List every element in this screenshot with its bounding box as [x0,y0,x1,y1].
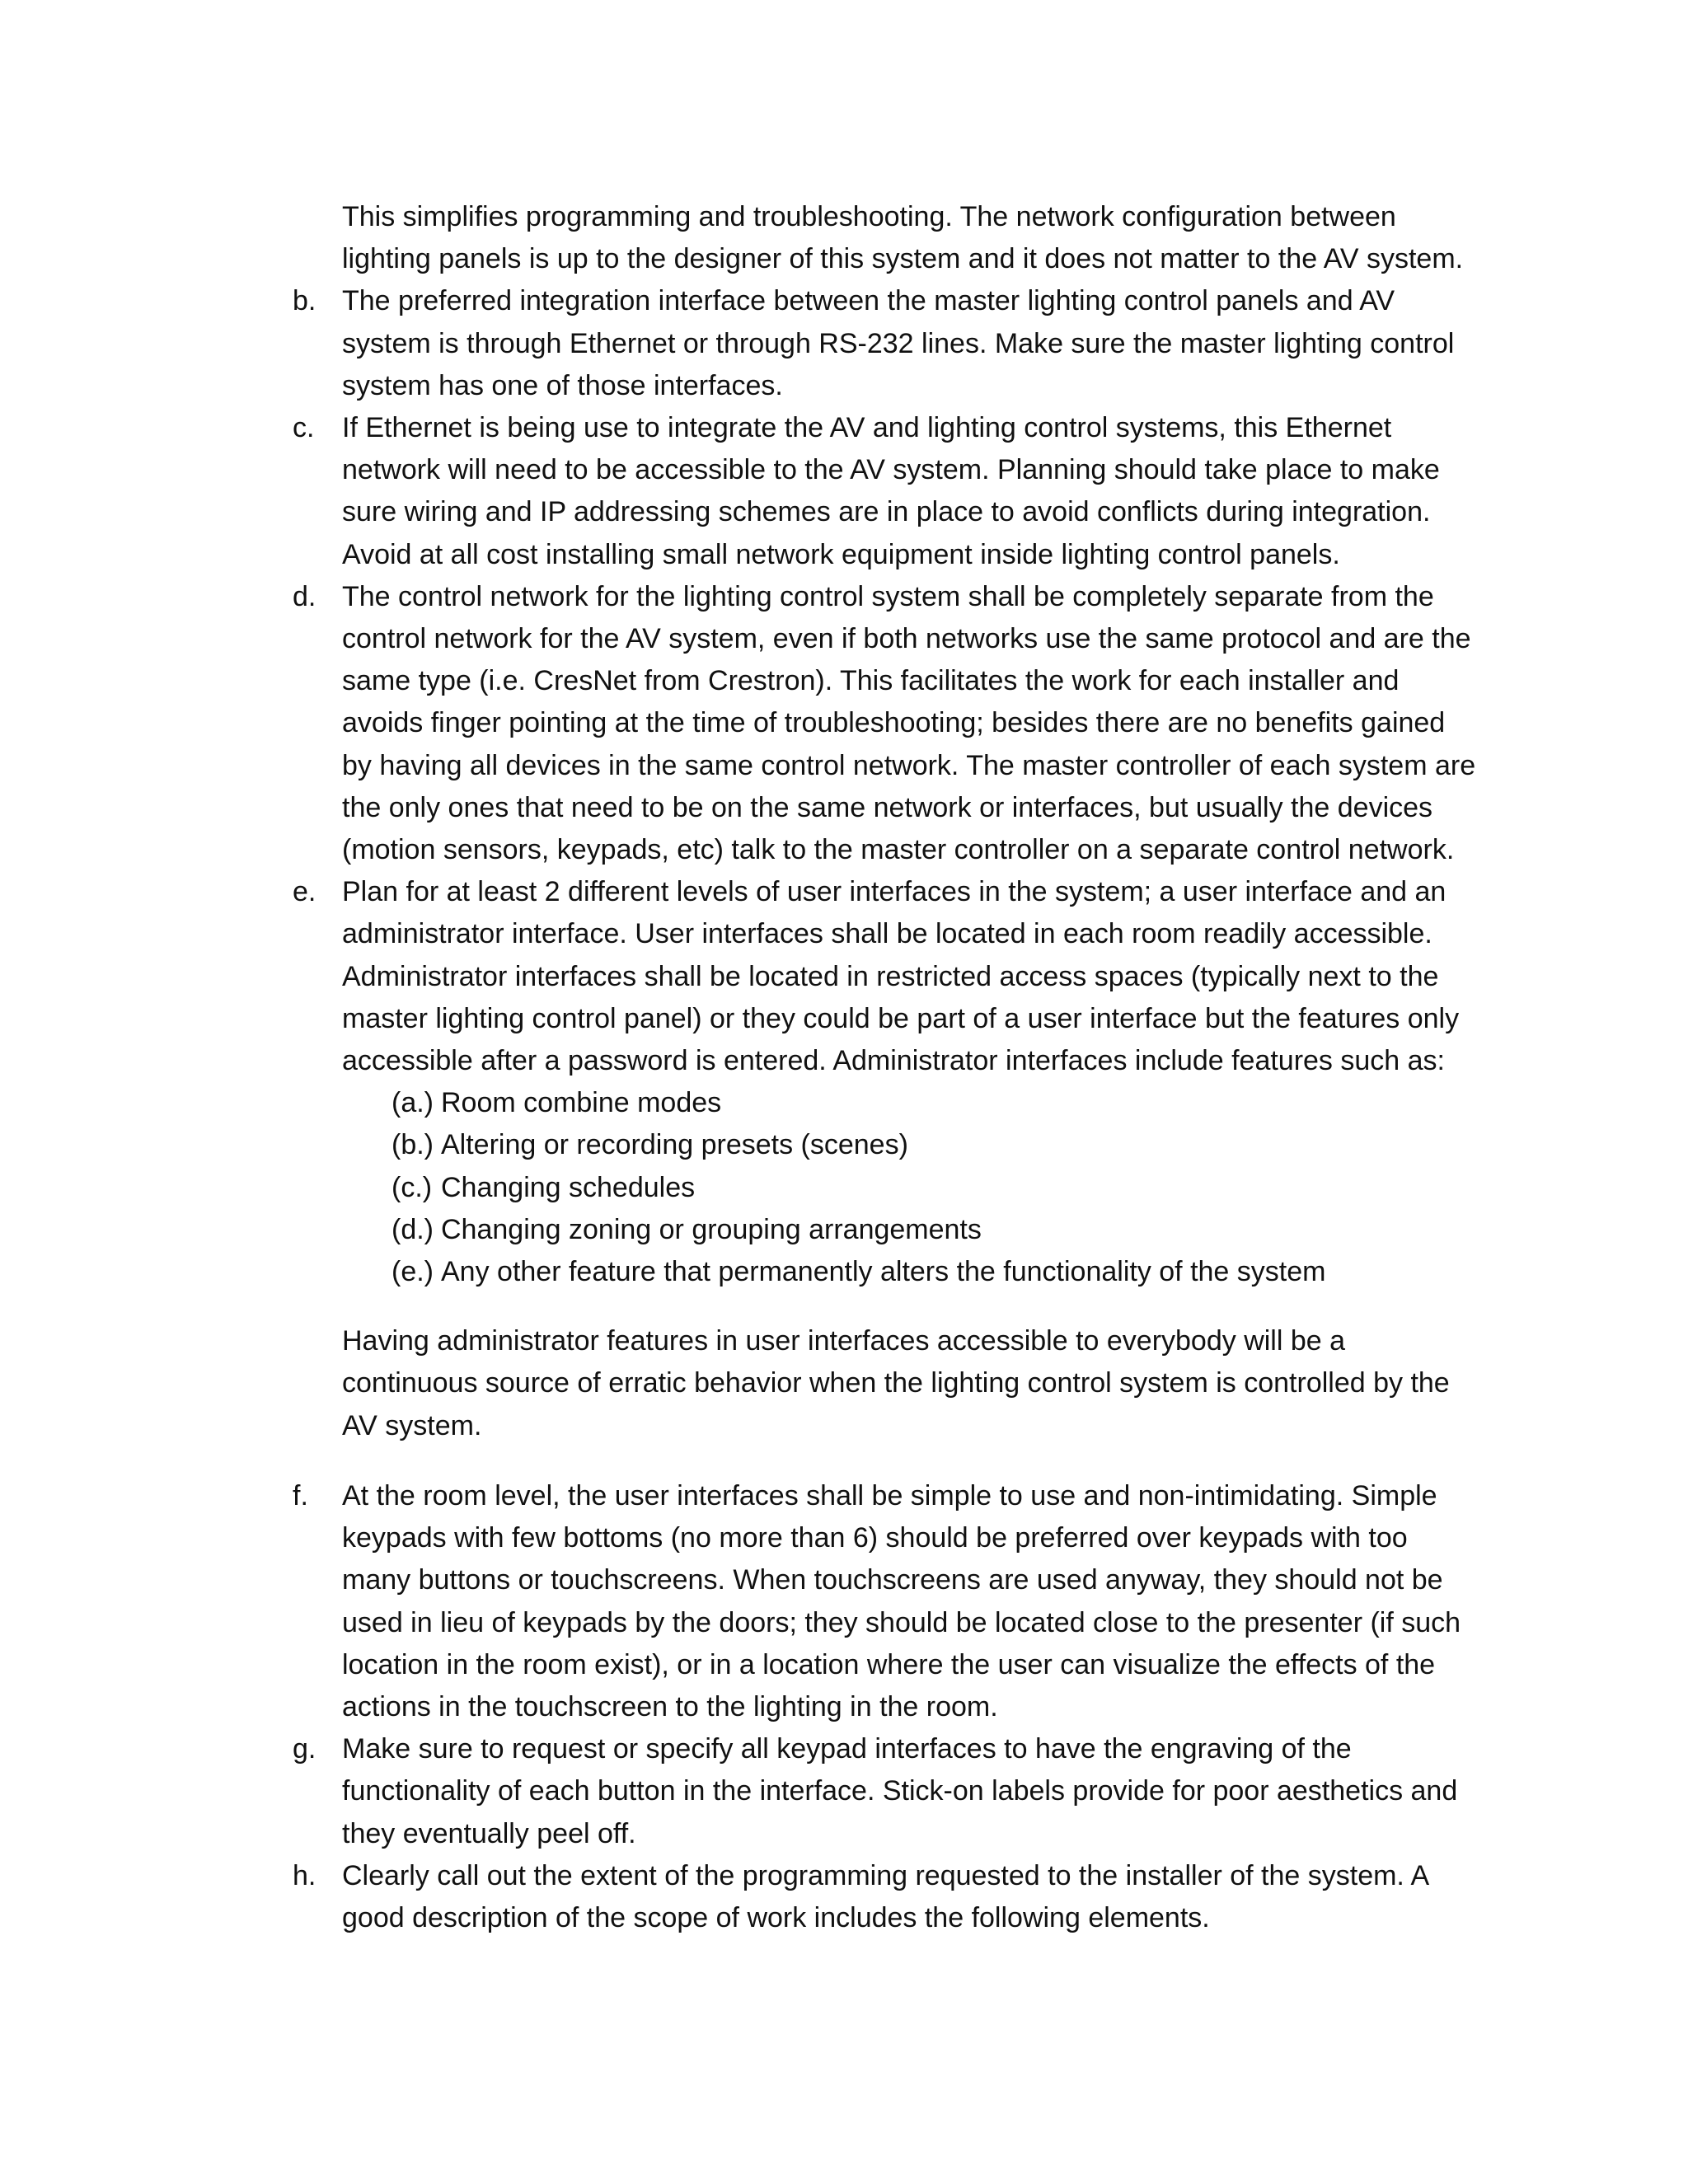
sublist-item [392,1082,1479,1124]
sublist-marker: (e.) [392,1256,434,1288]
sublist-marker: (a.) [392,1087,434,1119]
list-marker: e. [293,876,316,908]
list-item-text: At the room level, the user interfaces shall be simple to use and non-intimidating. Simple keypads with few bottoms (no more than 6) should be preferred over keypads with too many buttons or touchscreens. When touchscreens are used anyway, they should not be used in lieu of keypads by the doors; they should be located close to the presenter (if such location in the room exist), or in a location where the user can visualize the effects of the actions in the touchscreen to the lighting in the room. [342,1479,1461,1722]
sublist-marker: (d.) [392,1213,434,1245]
list-item-text: Clearly call out the extent of the programming requested to the installer of the system. A good description of the scope of work includes the following elements. [342,1859,1428,1933]
sublist-item-text: Room combine modes [441,1087,722,1119]
list-item-text: The control network for the lighting control system shall be completely separate from the control network for the AV system, even if both networks use the same protocol and are the same type (i.e. CresNet from Crestron). This facilitates the work for each installer and avoids finger pointing at the time of troubleshooting; besides there are no benefits gained by having all devices in the same control network. The master controller of each system are the only ones that need to be on the same network or interfaces, but usually the devices (motion sensors, keypads, etc) talk to the master controller on a separate control network. [342,580,1476,866]
list-item-f [293,1475,1479,1728]
list-item-h [293,1855,1479,1939]
sublist-item [392,1209,1479,1251]
list-item-b [293,280,1479,407]
admin-closing-paragraph: Having administrator features in user interfaces accessible to everybody will be a continuous source of erratic behavior when the lighting control system is controlled by the AV system. [342,1325,1450,1441]
list-marker: d. [293,580,316,612]
sublist-item [392,1124,1479,1166]
list-item-d [293,576,1479,871]
list-item-text: If Ethernet is being use to integrate the AV and lighting control systems, this Ethernet network will need to be accessible to the AV system. Planning should take place to make sure wiring and IP addressing schemes are in place to avoid conflicts during integration. Avoid at all cost installing small network equipment inside lighting control panels. [342,412,1440,570]
sublist-item-text: Changing zoning or grouping arrangements [441,1213,982,1245]
list-item-text: The preferred integration interface between the master lighting control panels and AV system is through Ethernet or through RS-232 lines. Make sure the master lighting control system has one of those interfaces. [342,285,1455,401]
list-item-g [293,1728,1479,1855]
intro-paragraph: This simplifies programming and troubleshooting. The network configuration between lighting panels is up to the designer of this system and it does not matter to the AV system. [342,201,1464,275]
list-marker: c. [293,412,315,444]
list-item-text: Make sure to request or specify all keypad interfaces to have the engraving of the functionality of each button in the interface. Stick-on labels provide for poor aesthetics and they eventually peel off. [342,1733,1458,1849]
list-item-c [293,407,1479,576]
list-item-text: Plan for at least 2 different levels of user interfaces in the system; a user interface and an administrator interface. User interfaces shall be located in each room readily accessible. Administrator interfaces shall be located in restricted access spaces (typically next to the master lighting control panel) or they could be part of a user interface but the features only accessible after a password is entered. Administrator interfaces include features such as: [342,876,1460,1077]
list-item-e [293,871,1479,1447]
admin-features-sublist [293,1082,1479,1293]
sublist-item [392,1251,1479,1293]
document-body [293,196,1479,1939]
list-marker: f. [293,1479,308,1511]
sublist-item-text: Any other feature that permanently alters the functionality of the system [441,1256,1326,1288]
sublist-item [392,1167,1479,1209]
list-marker: g. [293,1733,316,1765]
sublist-item-text: Changing schedules [441,1171,696,1203]
list-marker: h. [293,1859,316,1891]
sublist-marker: (b.) [392,1129,434,1161]
sublist-item-text: Altering or recording presets (scenes) [441,1129,908,1161]
list-marker: b. [293,285,316,317]
sublist-marker: (c.) [392,1171,433,1203]
